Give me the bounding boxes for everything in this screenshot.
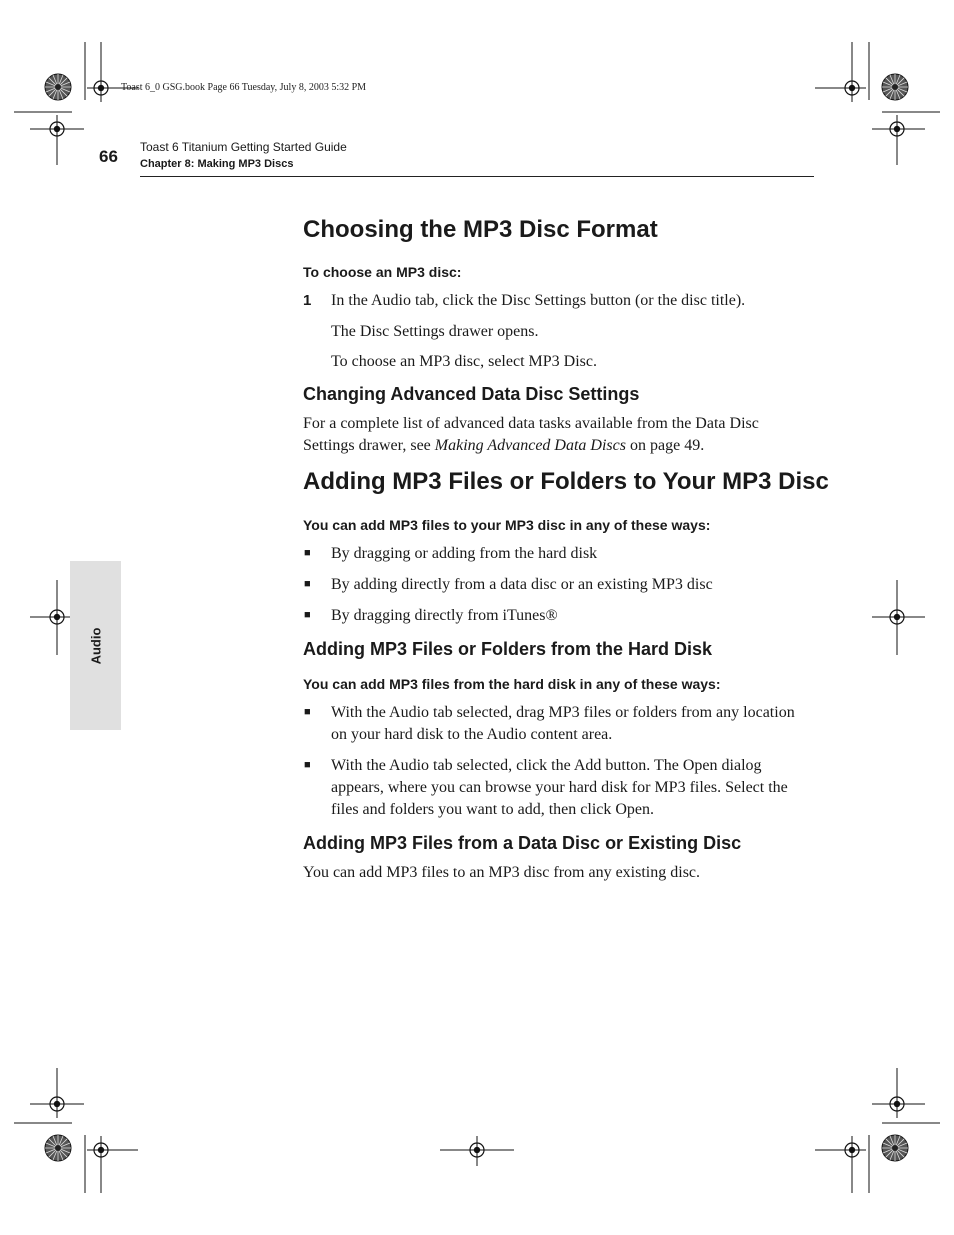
header-rule bbox=[140, 176, 814, 177]
list-item: With the Audio tab selected, click the Add button. The Open dialog appears, where you can browse your hard disk for MP3 files. Select the files and folders you want to add, then click Open. bbox=[331, 757, 788, 818]
bullet-marker: ■ bbox=[304, 759, 311, 771]
list-item: With the Audio tab selected, drag MP3 files or folders from any location on your hard disk to the Audio content area. bbox=[331, 704, 795, 743]
print-slug: Toast 6_0 GSG.book Page 66 Tuesday, July 8, 2003 5:32 PM bbox=[121, 82, 367, 93]
paragraph-advanced-settings: For a complete list of advanced data tasks available from the Data Disc Settings drawer, see Making Advanced Data Discs on page 49. bbox=[303, 415, 759, 454]
cross-reference: Making Advanced Data Discs bbox=[434, 437, 626, 454]
procedure-lead: You can add MP3 files from the hard disk in any of these ways: bbox=[303, 676, 721, 692]
side-tab bbox=[70, 561, 121, 730]
chapter-title: Chapter 8: Making MP3 Discs bbox=[140, 158, 294, 170]
guide-title: Toast 6 Titanium Getting Started Guide bbox=[140, 140, 347, 154]
side-tab-label: Audio bbox=[88, 627, 103, 664]
list-item: By adding directly from a data disc or an existing MP3 disc bbox=[331, 576, 713, 593]
bullet-marker: ■ bbox=[304, 547, 311, 559]
paragraph-data-disc: You can add MP3 files to an MP3 disc from any existing disc. bbox=[303, 864, 701, 881]
subsection-title-data-disc: Adding MP3 Files from a Data Disc or Existing Disc bbox=[303, 833, 742, 853]
bullet-marker: ■ bbox=[304, 609, 311, 621]
bullet-marker: ■ bbox=[304, 578, 311, 590]
step-result: The Disc Settings drawer opens. bbox=[331, 323, 539, 340]
subsection-title-hard-disk: Adding MP3 Files or Folders from the Hard Disk bbox=[303, 639, 713, 659]
subsection-title-advanced-settings: Changing Advanced Data Disc Settings bbox=[303, 384, 640, 404]
section-title-choosing-format: Choosing the MP3 Disc Format bbox=[303, 216, 658, 243]
step-number: 1 bbox=[303, 292, 312, 309]
page-number: 66 bbox=[99, 147, 118, 166]
list-item: By dragging directly from iTunes® bbox=[331, 607, 558, 624]
step-result: To choose an MP3 disc, select MP3 Disc. bbox=[331, 353, 597, 370]
procedure-lead: You can add MP3 files to your MP3 disc in any of these ways: bbox=[303, 517, 711, 533]
section-title-adding-files: Adding MP3 Files or Folders to Your MP3 Disc bbox=[303, 468, 829, 495]
step-text: In the Audio tab, click the Disc Settings button (or the disc title). bbox=[331, 292, 746, 309]
procedure-lead: To choose an MP3 disc: bbox=[303, 264, 462, 280]
list-item: By dragging or adding from the hard disk bbox=[331, 545, 598, 562]
bullet-marker: ■ bbox=[304, 706, 311, 718]
